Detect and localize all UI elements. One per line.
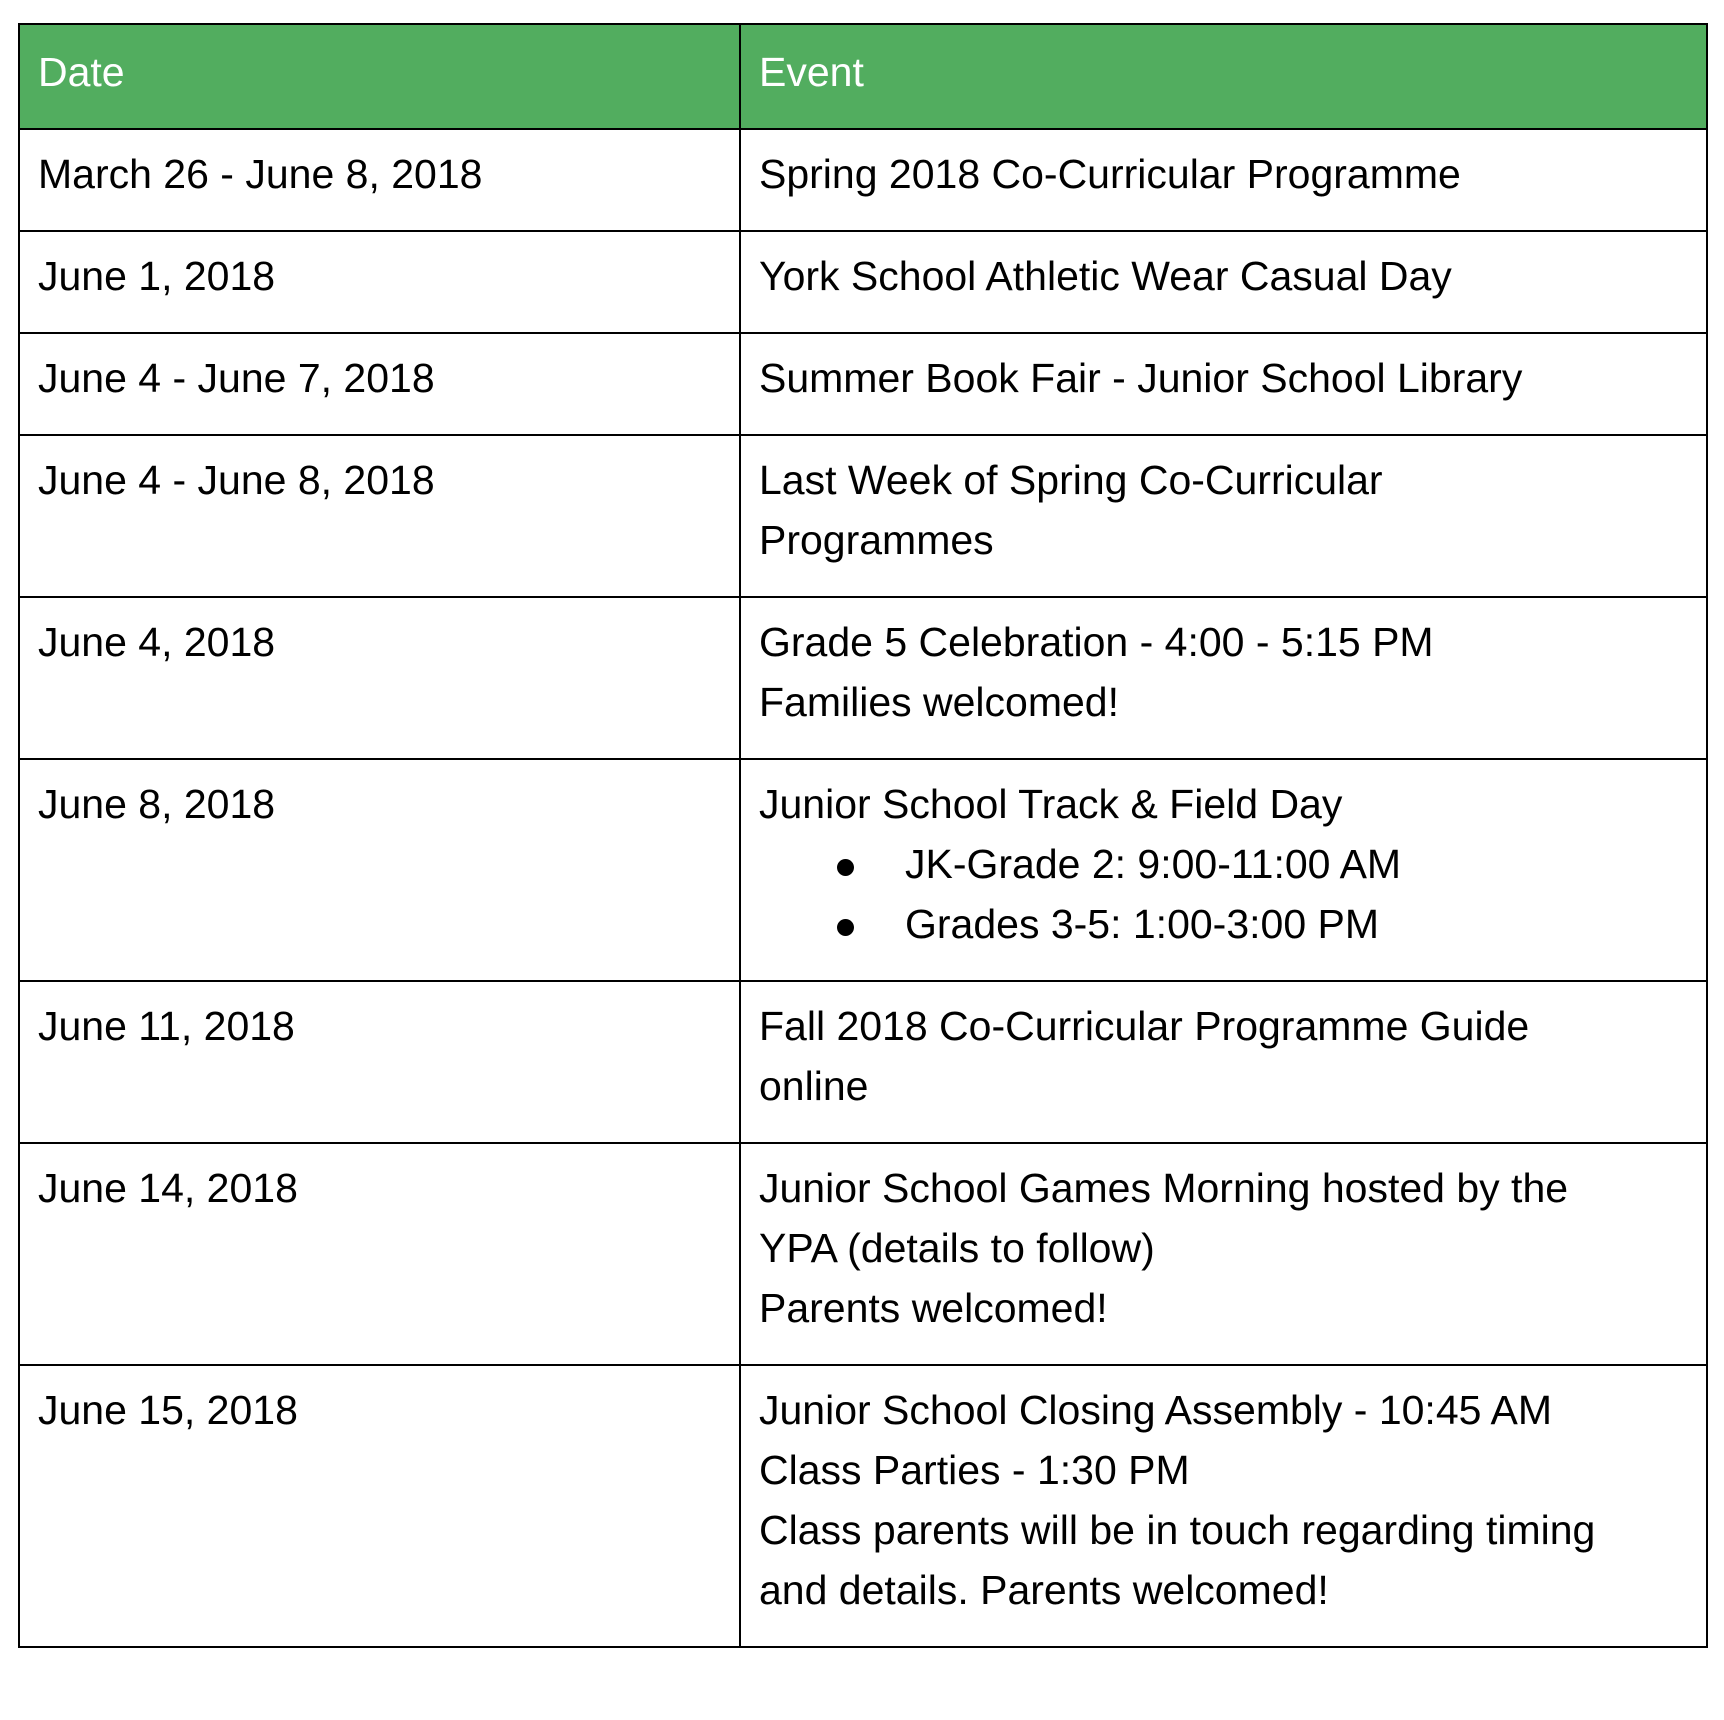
event-cell: [740, 981, 1707, 1143]
date-column-header: Date: [19, 24, 740, 129]
event-text-line: Junior School Games Morning hosted by the: [759, 1165, 1569, 1211]
event-text-line: Class Parties - 1:30 PM: [759, 1447, 1190, 1493]
date-cell: June 14, 2018: [19, 1143, 740, 1365]
date-cell: June 4, 2018: [19, 597, 740, 759]
event-text-line: Grade 5 Celebration - 4:00 - 5:15 PM: [759, 619, 1434, 665]
event-cell: [740, 231, 1707, 333]
table-row: [19, 1365, 1707, 1647]
table-row: [19, 1143, 1707, 1365]
event-bullet-item: JK-Grade 2: 9:00-11:00 AM: [759, 834, 1688, 894]
event-text-line: York School Athletic Wear Casual Day: [759, 253, 1452, 299]
event-text-line: Parents welcomed!: [759, 1285, 1108, 1331]
date-cell: June 4 - June 8, 2018: [19, 435, 740, 597]
event-text-line: Class parents will be in touch regarding timing: [759, 1507, 1596, 1553]
table-row: [19, 333, 1707, 435]
date-cell: June 11, 2018: [19, 981, 740, 1143]
event-text-line: and details. Parents welcomed!: [759, 1567, 1329, 1613]
date-cell: June 15, 2018: [19, 1365, 740, 1647]
table-row: [19, 435, 1707, 597]
header-row: [19, 24, 1707, 129]
event-text-line: Junior School Closing Assembly - 10:45 AM: [759, 1387, 1553, 1433]
event-cell: [740, 435, 1707, 597]
event-text-line: Junior School Track & Field Day: [759, 781, 1343, 827]
table-row: [19, 759, 1707, 981]
table-row: [19, 597, 1707, 759]
event-text-line: YPA (details to follow): [759, 1225, 1155, 1271]
event-cell: [740, 1365, 1707, 1647]
event-text-line: Programmes: [759, 517, 994, 563]
events-table: [18, 23, 1708, 1648]
event-text-line: Summer Book Fair - Junior School Library: [759, 355, 1523, 401]
date-cell: June 8, 2018: [19, 759, 740, 981]
event-cell: [740, 333, 1707, 435]
event-text-line: Spring 2018 Co-Curricular Programme: [759, 151, 1461, 197]
date-cell: June 1, 2018: [19, 231, 740, 333]
table-body: [19, 129, 1707, 1647]
event-cell: [740, 597, 1707, 759]
date-cell: June 4 - June 7, 2018: [19, 333, 740, 435]
event-text-line: Families welcomed!: [759, 679, 1119, 725]
event-column-header: Event: [740, 24, 1707, 129]
event-bullet-list: [759, 834, 1688, 954]
table-row: [19, 981, 1707, 1143]
event-text-line: online: [759, 1063, 869, 1109]
event-bullet-item: Grades 3-5: 1:00-3:00 PM: [759, 894, 1688, 954]
event-cell: [740, 1143, 1707, 1365]
event-text-line: Fall 2018 Co-Curricular Programme Guide: [759, 1003, 1530, 1049]
event-text-line: Last Week of Spring Co-Curricular: [759, 457, 1383, 503]
date-cell: March 26 - June 8, 2018: [19, 129, 740, 231]
table-row: [19, 129, 1707, 231]
event-cell: [740, 129, 1707, 231]
event-cell: [740, 759, 1707, 981]
table-row: [19, 231, 1707, 333]
